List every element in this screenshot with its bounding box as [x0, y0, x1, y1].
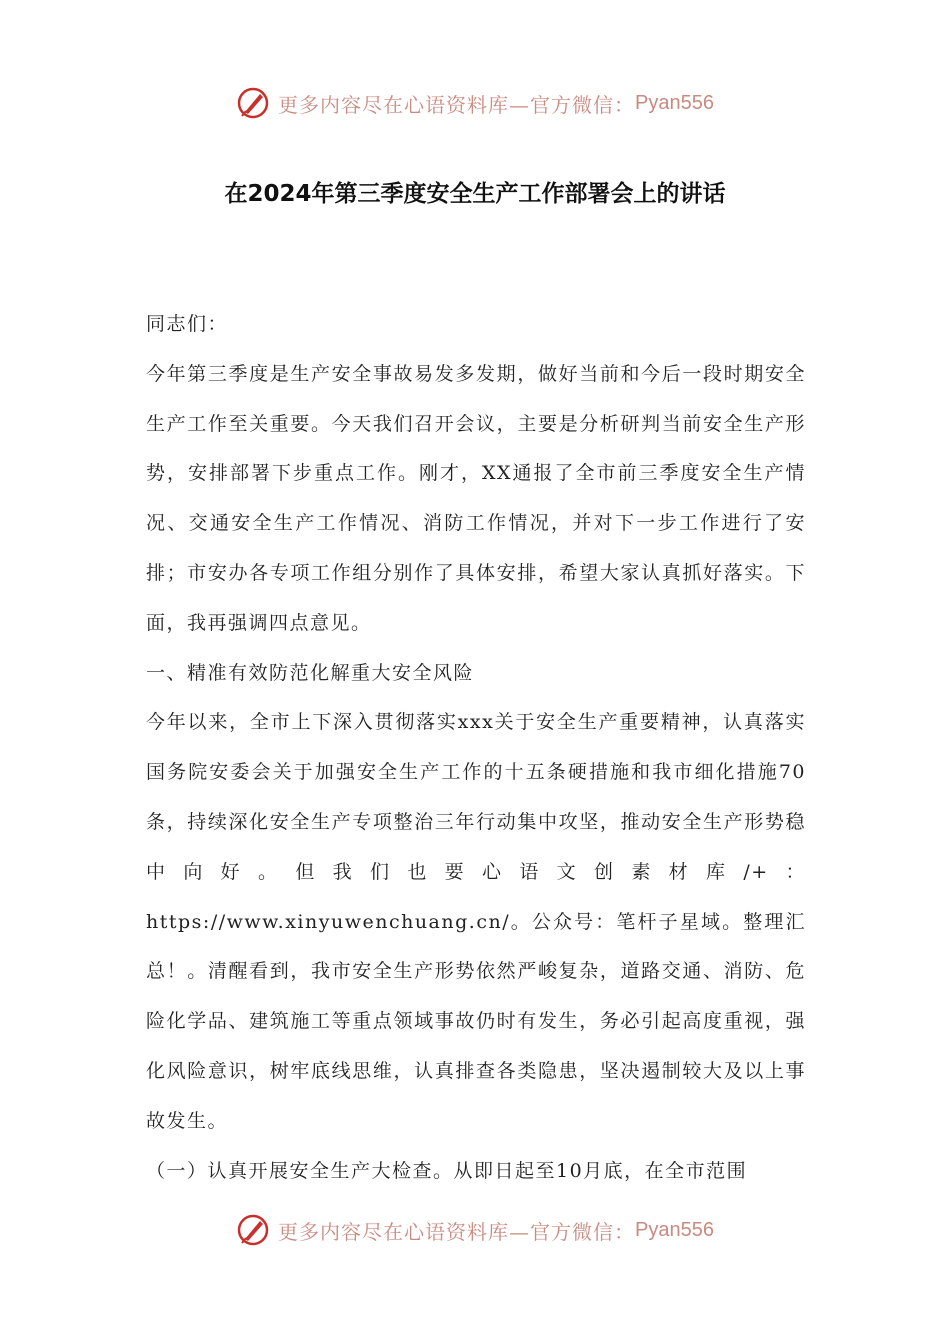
paragraph-section1: 今年以来，全市上下深入贯彻落实xxx关于安全生产重要精神，认真落实国务院安委会关于加强安全生产工作的十五条硬措施和我市细化措施70条，持续深化安全生产专项整治三年行动集中攻坚，推动安全生产形势稳中向好。但我们也要心语文创素材库/+：https://www.xinyuwenchuang.cn/。公众号：笔杆子星域。整理汇总！。清醒看到，我市安全生产形势依然严峻复杂，道路交通、消防、危险化学品、建筑施工等重点领域事故仍时有发生，务必引起高度重视，强化风险意识，树牢底线思维，认真排查各类隐患，坚决遏制较大及以上事故发生。	[146, 711, 806, 1132]
quill-pen-logo-icon	[236, 1213, 270, 1247]
greeting: 同志们：	[146, 313, 229, 335]
header-banner	[0, 78, 950, 128]
subsection-heading: （一）认真开展安全生产大检查。从即日起至10月底，在全市范围	[146, 1159, 748, 1182]
footer-banner	[0, 1205, 950, 1255]
section-heading: 一、精准有效防范化解重大安全风险	[146, 661, 475, 684]
document-title: 在2024年第三季度安全生产工作部署会上的讲话	[224, 181, 726, 207]
quill-pen-logo-icon	[236, 86, 270, 120]
header-banner-wechat: Pyan556	[635, 91, 714, 114]
paragraph-intro: 今年第三季度是生产安全事故易发多发期，做好当前和今后一段时期安全生产工作至关重要。今天我们召开会议，主要是分析研判当前安全生产形势，安排部署下步重点工作。刚才，XX通报了全市前三季度安全生产情况、交通安全生产工作情况、消防工作情况，并对下一步工作进行了安排；市安办各专项工作组分别作了具体安排，希望大家认真抓好落实。下面，我再强调四点意见。	[146, 362, 806, 634]
header-banner-text: 更多内容尽在心语资料库—官方微信：	[278, 92, 636, 117]
document-body	[146, 300, 806, 1196]
footer-banner-wechat: Pyan556	[635, 1218, 714, 1241]
footer-banner-text: 更多内容尽在心语资料库—官方微信：	[278, 1219, 636, 1244]
